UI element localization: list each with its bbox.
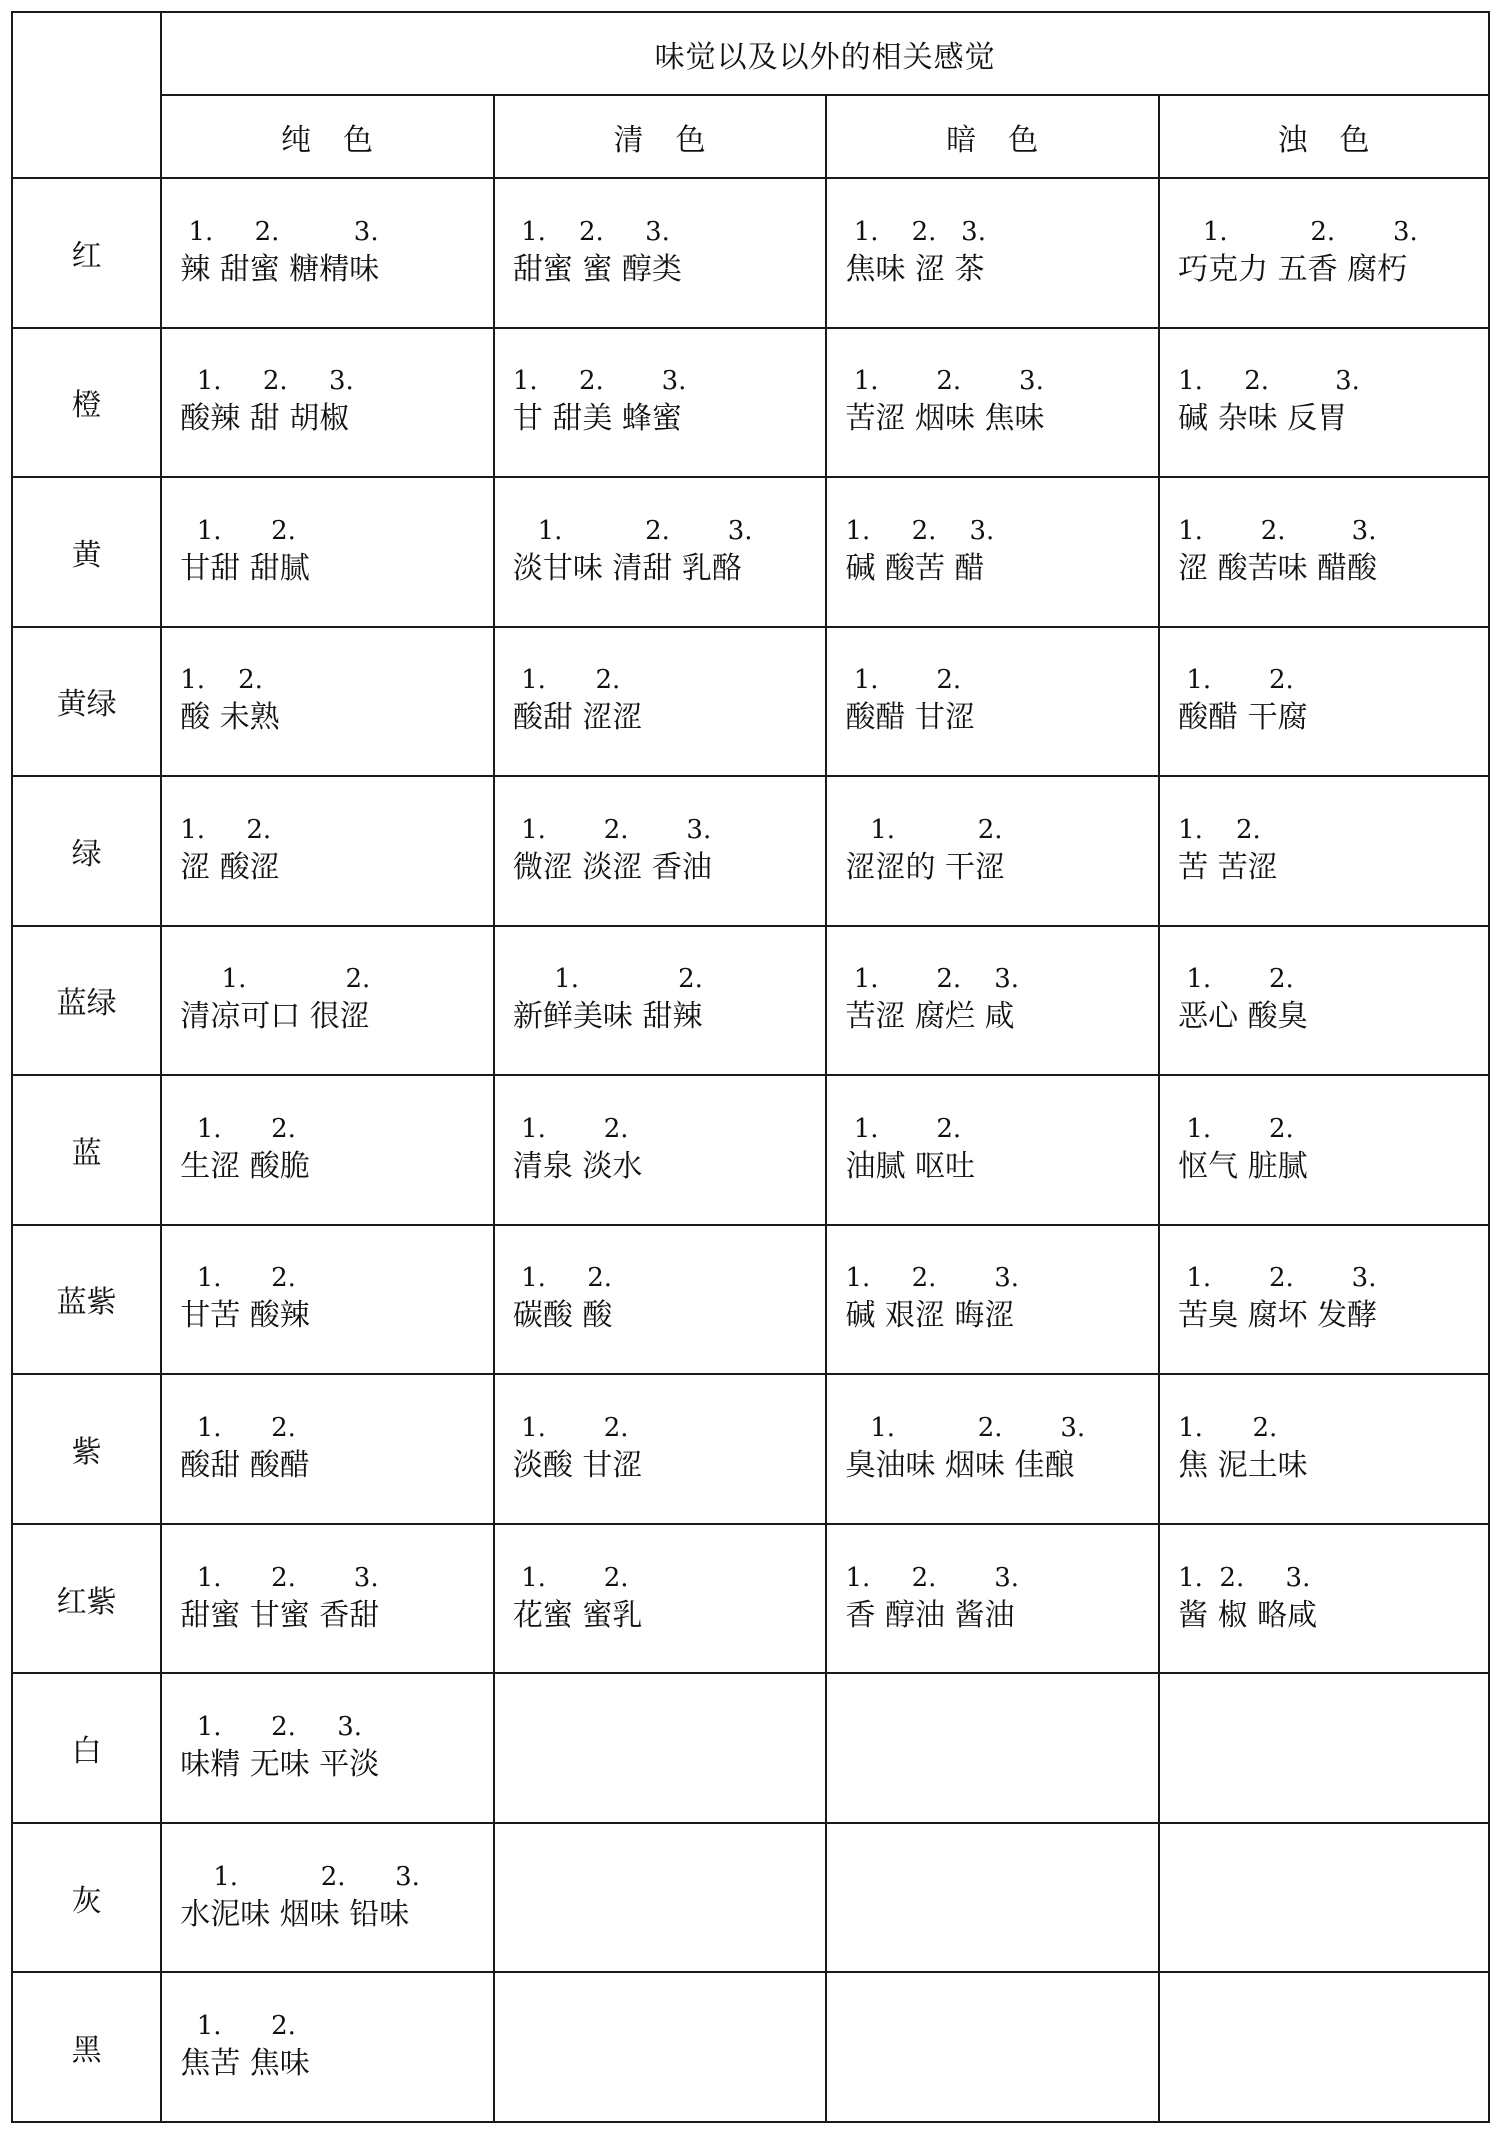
taste-rank-numbers: 1. 2. xyxy=(1178,1113,1294,1144)
taste-cell xyxy=(826,328,1159,478)
taste-rank-numbers xyxy=(1178,1860,1488,1894)
taste-words: 碱 酸苦 醋 xyxy=(845,550,985,586)
taste-rank-numbers: 1. 2. xyxy=(1178,964,1294,995)
taste-cell xyxy=(826,1823,1159,1973)
taste-cell xyxy=(161,1524,494,1674)
taste-rank-numbers: 1. 2. xyxy=(1178,814,1261,845)
taste-words: 甜蜜 蜜 醇类 xyxy=(512,251,682,287)
taste-cell xyxy=(161,477,494,627)
row-color-label: 橙 xyxy=(12,328,161,478)
taste-words: 甘甜 甜腻 xyxy=(180,550,310,586)
taste-rank-numbers: 1. 2. xyxy=(512,1263,613,1294)
taste-words xyxy=(513,1894,826,1936)
taste-cell xyxy=(494,1972,827,2122)
taste-words: 涩 酸涩 xyxy=(180,849,280,885)
taste-cell xyxy=(1159,776,1489,926)
corner-cell xyxy=(12,12,161,178)
table-row xyxy=(12,627,1489,777)
column-header-dull: 浊 色 xyxy=(1159,95,1489,178)
table-row xyxy=(12,1823,1489,1973)
taste-words: 酸辣 甜 胡椒 xyxy=(180,401,350,437)
taste-rank-numbers: 1. 2. 3. xyxy=(180,1562,379,1593)
taste-cell xyxy=(1159,1972,1489,2122)
row-color-label: 黄绿 xyxy=(12,627,161,777)
taste-rank-numbers xyxy=(513,1710,826,1744)
row-color-label: 红紫 xyxy=(12,1524,161,1674)
taste-cell xyxy=(494,776,827,926)
taste-cell xyxy=(494,926,827,1076)
taste-words: 酸甜 酸醋 xyxy=(180,1448,310,1484)
taste-rank-numbers: 1. 2. 3. xyxy=(512,366,687,397)
taste-words: 新鲜美味 甜辣 xyxy=(512,999,703,1035)
taste-cell xyxy=(1159,477,1489,627)
taste-words: 焦味 涩 茶 xyxy=(845,251,985,287)
taste-words xyxy=(1178,1744,1488,1786)
taste-cell xyxy=(1159,178,1489,328)
taste-cell xyxy=(161,776,494,926)
taste-cell xyxy=(494,178,827,328)
taste-words: 辣 甜蜜 糖精味 xyxy=(180,251,380,287)
taste-rank-numbers: 1. 2. 3. xyxy=(845,1413,1086,1444)
table-row xyxy=(12,477,1489,627)
taste-rank-numbers xyxy=(513,2009,826,2043)
taste-rank-numbers: 1. 2. 3. xyxy=(845,216,986,247)
taste-cell xyxy=(161,1075,494,1225)
taste-words: 焦苦 焦味 xyxy=(180,2046,310,2082)
table-row xyxy=(12,776,1489,926)
taste-cell xyxy=(494,1823,827,1973)
taste-words: 生涩 酸脆 xyxy=(180,1148,310,1184)
taste-rank-numbers xyxy=(513,1860,826,1894)
taste-words xyxy=(1178,1894,1488,1936)
taste-words: 淡甘味 清甜 乳酪 xyxy=(512,550,742,586)
taste-rank-numbers: 1. 2. xyxy=(845,1113,962,1144)
taste-cell xyxy=(826,1524,1159,1674)
taste-words: 臭油味 烟味 佳酿 xyxy=(845,1448,1075,1484)
taste-rank-numbers: 1. 2. xyxy=(180,1113,296,1144)
taste-cell xyxy=(1159,627,1489,777)
taste-cell xyxy=(494,1673,827,1823)
taste-cell xyxy=(494,477,827,627)
taste-rank-numbers: 1. 2. 3. xyxy=(512,515,753,546)
taste-cell xyxy=(161,1225,494,1375)
taste-cell xyxy=(1159,1374,1489,1524)
taste-words: 涩 酸苦味 醋酸 xyxy=(1178,550,1378,586)
taste-cell xyxy=(826,178,1159,328)
taste-rank-numbers: 1. 2. xyxy=(512,1562,629,1593)
taste-rank-numbers: 1. 2. xyxy=(512,1113,629,1144)
taste-cell xyxy=(1159,1673,1489,1823)
row-color-label: 黑 xyxy=(12,1972,161,2122)
taste-color-table xyxy=(11,11,1490,2123)
taste-words: 苦臭 腐坏 发酵 xyxy=(1178,1298,1378,1334)
taste-rank-numbers: 1. 2. xyxy=(512,1413,629,1444)
taste-cell xyxy=(826,776,1159,926)
taste-rank-numbers: 1. 2. 3. xyxy=(1178,366,1360,397)
taste-cell xyxy=(494,1225,827,1375)
row-color-label: 灰 xyxy=(12,1823,161,1973)
taste-rank-numbers: 1. 2. xyxy=(180,2011,296,2042)
taste-cell xyxy=(826,926,1159,1076)
taste-rank-numbers: 1. 2. 3. xyxy=(1178,515,1377,546)
taste-words: 恶心 酸臭 xyxy=(1178,999,1308,1035)
table-row xyxy=(12,178,1489,328)
taste-cell xyxy=(826,627,1159,777)
taste-rank-numbers: 1. 2. xyxy=(180,515,296,546)
row-color-label: 紫 xyxy=(12,1374,161,1524)
taste-rank-numbers: 1. 2. xyxy=(1178,665,1294,696)
taste-words: 苦涩 腐烂 咸 xyxy=(845,999,1015,1035)
taste-cell xyxy=(161,1823,494,1973)
taste-rank-numbers: 1. 2. xyxy=(180,1413,296,1444)
row-color-label: 黄 xyxy=(12,477,161,627)
taste-cell xyxy=(1159,328,1489,478)
taste-cell xyxy=(826,1972,1159,2122)
taste-rank-numbers: 1. 2. 3. xyxy=(845,1562,1020,1593)
taste-words: 油腻 呕吐 xyxy=(845,1148,975,1184)
taste-words: 甜蜜 甘蜜 香甜 xyxy=(180,1597,380,1633)
taste-cell xyxy=(494,1524,827,1674)
row-color-label: 蓝绿 xyxy=(12,926,161,1076)
taste-words: 酸醋 干腐 xyxy=(1178,700,1308,736)
taste-cell xyxy=(826,477,1159,627)
table-row xyxy=(12,926,1489,1076)
taste-rank-numbers: 1. 2. 3. xyxy=(180,216,379,247)
taste-rank-numbers xyxy=(1178,2009,1488,2043)
header-title-row xyxy=(12,12,1489,95)
taste-rank-numbers: 1. 2. 3. xyxy=(512,814,712,845)
taste-words: 清凉可口 很涩 xyxy=(180,999,370,1035)
taste-words: 甘 甜美 蜂蜜 xyxy=(512,401,682,437)
taste-rank-numbers: 1. 2. 3. xyxy=(180,366,354,397)
taste-rank-numbers: 1. 2. xyxy=(1178,1413,1278,1444)
taste-words xyxy=(513,2043,826,2085)
taste-words: 碳酸 酸 xyxy=(512,1298,613,1334)
taste-cell xyxy=(1159,926,1489,1076)
taste-words xyxy=(1178,2043,1488,2085)
taste-words: 酸 未熟 xyxy=(180,700,280,736)
taste-rank-numbers: 1. 2. xyxy=(180,814,272,845)
row-color-label: 红 xyxy=(12,178,161,328)
taste-words xyxy=(845,1744,1158,1786)
taste-rank-numbers: 1. 2. xyxy=(845,814,1003,845)
taste-cell xyxy=(494,1374,827,1524)
taste-cell xyxy=(161,328,494,478)
table-title: 味觉以及以外的相关感觉 xyxy=(161,12,1489,95)
column-header-dark: 暗 色 xyxy=(826,95,1159,178)
taste-words: 涩涩的 干涩 xyxy=(845,849,1005,885)
table-row xyxy=(12,1075,1489,1225)
taste-rank-numbers xyxy=(845,1860,1158,1894)
taste-words: 甘苦 酸辣 xyxy=(180,1298,310,1334)
taste-cell xyxy=(826,1673,1159,1823)
taste-words: 水泥味 烟味 铅味 xyxy=(180,1896,410,1932)
taste-words: 清泉 淡水 xyxy=(512,1148,643,1184)
taste-words: 碱 艰涩 晦涩 xyxy=(845,1298,1015,1334)
table-body xyxy=(12,178,1489,2122)
taste-words: 香 醇油 酱油 xyxy=(845,1597,1015,1633)
table-row xyxy=(12,1374,1489,1524)
taste-rank-numbers: 1. 2. 3. xyxy=(180,1861,420,1892)
taste-rank-numbers: 1. 2. xyxy=(512,665,621,696)
table-row xyxy=(12,1225,1489,1375)
taste-words: 微涩 淡涩 香油 xyxy=(512,849,712,885)
taste-rank-numbers: 1. 2. 3. xyxy=(845,515,995,546)
taste-words: 酸醋 甘涩 xyxy=(845,700,975,736)
taste-words: 苦 苦涩 xyxy=(1178,849,1278,885)
taste-cell xyxy=(494,627,827,777)
row-color-label: 白 xyxy=(12,1673,161,1823)
taste-rank-numbers: 1. 2. xyxy=(845,665,962,696)
taste-cell xyxy=(161,1374,494,1524)
taste-rank-numbers: 1. 2. 3. xyxy=(512,216,670,247)
table-row xyxy=(12,328,1489,478)
taste-words: 巧克力 五香 腐朽 xyxy=(1178,251,1408,287)
taste-rank-numbers xyxy=(845,1710,1158,1744)
taste-words xyxy=(513,1744,826,1786)
taste-rank-numbers: 1. 2. xyxy=(180,1263,296,1294)
taste-rank-numbers: 1. 2. 3. xyxy=(845,366,1044,397)
taste-cell xyxy=(1159,1823,1489,1973)
table-row xyxy=(12,1524,1489,1674)
taste-rank-numbers: 1. 2. 3. xyxy=(845,964,1020,995)
taste-cell xyxy=(161,627,494,777)
taste-rank-numbers: 1. 2. 3. xyxy=(1178,1263,1377,1294)
taste-rank-numbers xyxy=(845,2009,1158,2043)
column-header-clear: 清 色 xyxy=(494,95,827,178)
taste-words: 味精 无味 平淡 xyxy=(180,1747,380,1783)
taste-rank-numbers: 1. 2. xyxy=(180,665,263,696)
taste-cell xyxy=(1159,1225,1489,1375)
taste-rank-numbers xyxy=(1178,1710,1488,1744)
taste-words: 焦 泥土味 xyxy=(1178,1448,1308,1484)
taste-cell xyxy=(826,1225,1159,1375)
row-color-label: 蓝紫 xyxy=(12,1225,161,1375)
taste-cell xyxy=(161,1673,494,1823)
taste-rank-numbers: 1. 2. 3. xyxy=(845,1263,1020,1294)
taste-words: 淡酸 甘涩 xyxy=(512,1448,643,1484)
column-header-pure: 纯 色 xyxy=(161,95,494,178)
taste-cell xyxy=(1159,1075,1489,1225)
taste-rank-numbers: 1. 2. 3. xyxy=(1178,1562,1311,1593)
taste-cell xyxy=(494,328,827,478)
taste-rank-numbers: 1. 2. xyxy=(512,964,703,995)
taste-cell xyxy=(161,178,494,328)
taste-words: 苦涩 烟味 焦味 xyxy=(845,401,1045,437)
taste-cell xyxy=(161,926,494,1076)
taste-rank-numbers: 1. 2. 3. xyxy=(180,1712,363,1743)
taste-cell xyxy=(161,1972,494,2122)
table-row xyxy=(12,1673,1489,1823)
table-header xyxy=(12,12,1489,178)
row-color-label: 蓝 xyxy=(12,1075,161,1225)
taste-words: 酸甜 涩涩 xyxy=(512,700,643,736)
taste-cell xyxy=(826,1075,1159,1225)
header-columns-row xyxy=(12,95,1489,178)
taste-cell xyxy=(494,1075,827,1225)
taste-rank-numbers: 1. 2. xyxy=(180,964,371,995)
taste-cell xyxy=(1159,1524,1489,1674)
row-color-label: 绿 xyxy=(12,776,161,926)
taste-rank-numbers: 1. 2. 3. xyxy=(1178,216,1418,247)
taste-cell xyxy=(826,1374,1159,1524)
table-row xyxy=(12,1972,1489,2122)
taste-words: 碱 杂味 反胃 xyxy=(1178,401,1348,437)
taste-words: 花蜜 蜜乳 xyxy=(512,1597,643,1633)
taste-words xyxy=(845,1894,1158,1936)
taste-words: 酱 椒 略咸 xyxy=(1178,1597,1318,1633)
taste-words: 怄气 脏腻 xyxy=(1178,1148,1308,1184)
taste-words xyxy=(845,2043,1158,2085)
